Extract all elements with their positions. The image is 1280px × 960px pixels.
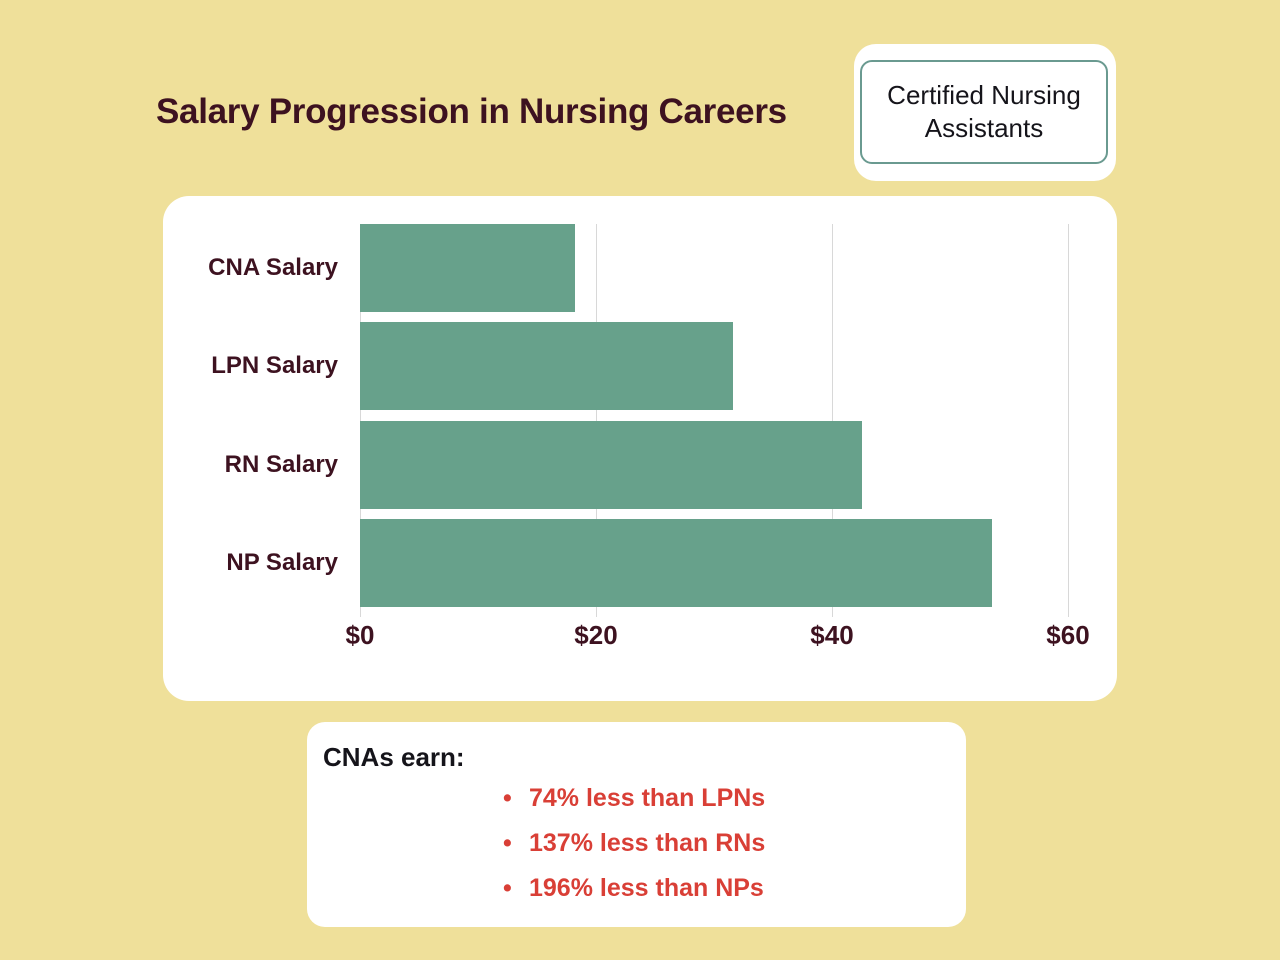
category-badge xyxy=(854,44,1116,181)
category-badge-label: Certified Nursing Assistants xyxy=(887,79,1081,143)
category-badge-frame xyxy=(860,60,1108,164)
chart-category-label: NP Salary xyxy=(226,548,338,576)
chart-category-label: CNA Salary xyxy=(208,254,338,281)
footnote-item-label: 137% less than RNs xyxy=(529,829,766,857)
bullet-icon: • xyxy=(503,829,512,857)
chart-bar xyxy=(360,519,992,607)
x-axis-tick-label: $0 xyxy=(345,620,375,650)
chart-bar xyxy=(360,322,733,410)
chart-bar-row xyxy=(211,322,1068,410)
x-axis-tick-label: $60 xyxy=(1046,620,1090,650)
footnote-heading: CNAs earn: xyxy=(323,742,465,772)
chart-category-label: RN Salary xyxy=(224,450,338,478)
page-title: Salary Progression in Nursing Careers xyxy=(156,92,787,131)
chart-bar-row xyxy=(226,519,1068,607)
chart-bar xyxy=(360,224,575,312)
chart-card xyxy=(163,196,1117,701)
footnote-list xyxy=(503,784,765,919)
x-axis-tick-labels xyxy=(345,620,1090,660)
footnote-card xyxy=(307,722,966,927)
gridline xyxy=(1068,224,1069,617)
chart-category-label: LPN Salary xyxy=(211,352,338,380)
footnote-item xyxy=(503,784,765,813)
chart-bar-row xyxy=(224,421,1068,509)
x-axis-tick-label: $20 xyxy=(574,620,618,650)
footnote-item xyxy=(503,874,765,903)
footnote-item-label: 196% less than NPs xyxy=(529,874,764,902)
footnote-item xyxy=(503,829,765,858)
chart-bar xyxy=(360,421,862,509)
bullet-icon: • xyxy=(503,874,512,902)
footnote-item-label: 74% less than LPNs xyxy=(529,784,766,812)
bullet-icon: • xyxy=(503,784,512,812)
chart-plot-area xyxy=(208,224,1068,617)
x-axis-tick-label: $40 xyxy=(810,620,854,650)
chart-bar-row xyxy=(208,224,1068,312)
